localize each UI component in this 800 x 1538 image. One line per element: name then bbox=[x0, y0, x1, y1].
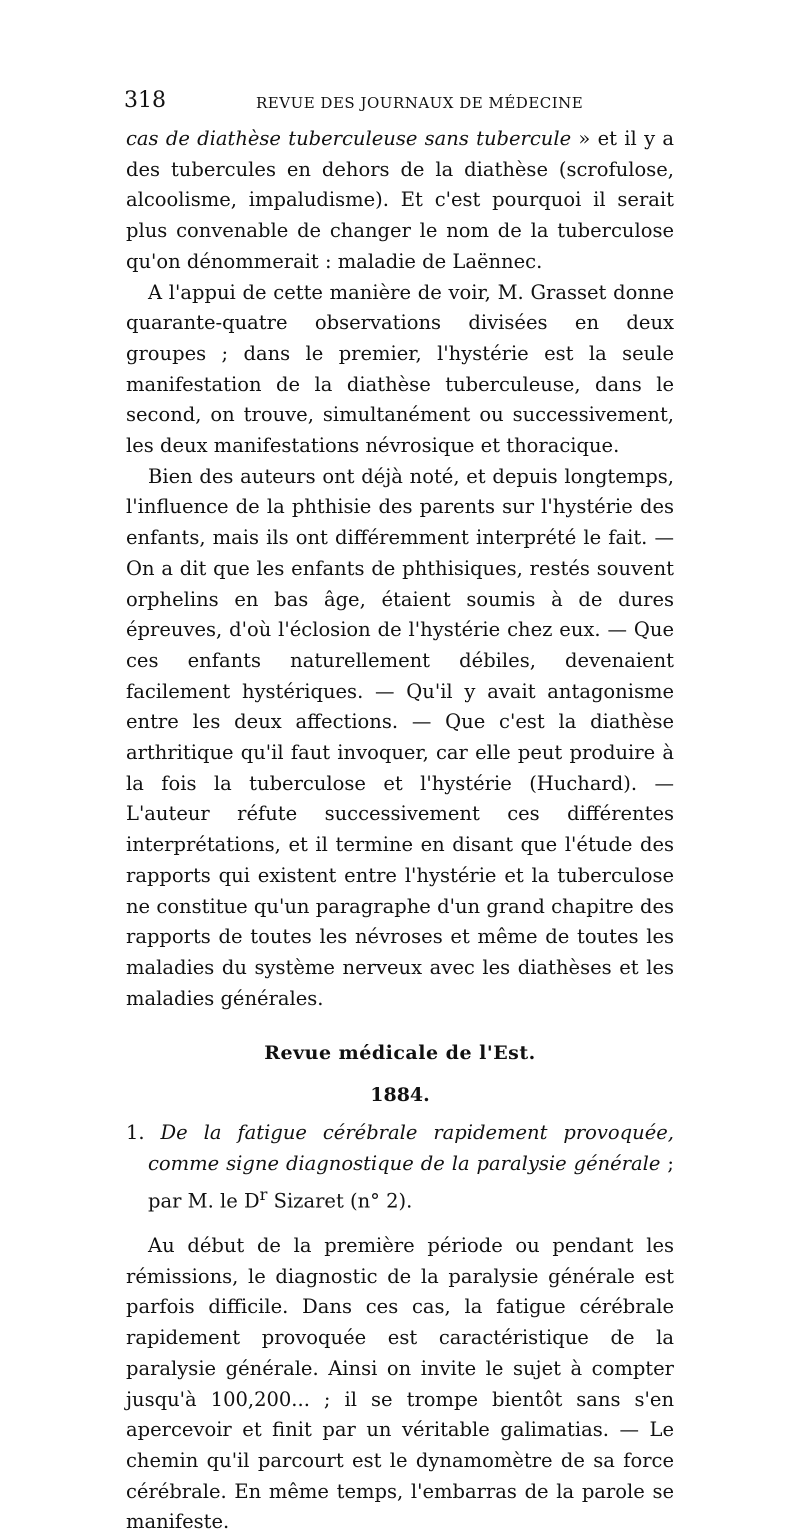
item-title: De la fatigue cérébrale rapidement provoquée, comme signe diagnostique de la paralysie générale bbox=[148, 1121, 674, 1176]
item-author-name: Sizaret (n° 2). bbox=[267, 1189, 413, 1213]
section-title: Revue médicale de l'Est. bbox=[264, 1042, 536, 1065]
article-item-1 bbox=[126, 1118, 674, 1217]
article-body bbox=[126, 124, 674, 1538]
paragraph-authors: Bien des auteurs ont déjà noté, et depuis longtemps, l'influence de la phthisie des parents sur l'hystérie des enfants, mais ils ont différemment interprété le fait. — On a dit que les enfants de phthisiques, restés souvent orphelins en bas âge, étaient soumis à de dures épreuves, d'où l'éclosion de l'hystérie chez eux. — Que ces enfants naturellement débiles, devenaient facilement hystériques. — Qu'il y avait antagonisme entre les deux affections. — Que c'est la diathèse arthritique qu'il faut invoquer, car elle peut produire à la fois la tuberculose et l'hystérie (Huchard). — L'auteur réfute successivement ces différentes interprétations, et il termine en disant que l'étude des rapports qui existent entre l'hystérie et la tuberculose ne constitue qu'un paragraphe d'un grand chapitre des rapports de toutes les névroses et même de toutes les maladies du système nerveux avec les diathèses et les maladies générales. bbox=[126, 464, 674, 1010]
item-author-sup: r bbox=[259, 1184, 268, 1204]
item-author-prefix: ; par M. le D bbox=[148, 1152, 674, 1213]
item-number: 1. bbox=[126, 1121, 145, 1145]
page-number: 318 bbox=[124, 88, 166, 113]
paragraph-grasset: A l'appui de cette manière de voir, M. Grasset donne quarante-quatre observations divisées en deux groupes ; dans le premier, l'hystérie est la seule manifestation de la diathèse tuberculeuse, dans le second, on trouve, simultanément ou successivement, les deux manifestations névrosique et thoracique. bbox=[126, 280, 674, 458]
running-head bbox=[124, 88, 684, 120]
section-year: 1884. bbox=[370, 1084, 430, 1107]
paragraph-diagnosis: Au début de la première période ou pendant les rémissions, le diagnostic de la paralysie générale est parfois difficile. Dans ces cas, la fatigue cérébrale rapidement provoquée est caractéristique de la paralysie générale. Ainsi on invite le sujet à compter jusqu'à 100,200... ; il se trompe bientôt sans s'en apercevoir et finit par un véritable galimatias. — Le chemin qu'il parcourt est le dynamomètre de sa force cérébrale. En même temps, l'embarras de la parole se manifeste. bbox=[126, 1234, 674, 1534]
quoted-phrase: cas de diathèse tuberculeuse sans tubercule bbox=[126, 127, 572, 150]
journal-title: REVUE DES JOURNAUX DE MÉDECINE bbox=[256, 94, 584, 112]
paragraph-continuation-text: » et il y a des tubercules en dehors de la diathèse (scrofulose, alcoolisme, impaludisme). Et c'est pourquoi il serait plus convenable de changer le nom de la tuberculose qu'on dénommerait : maladie de Laënnec. bbox=[126, 127, 674, 273]
paragraph-continuation bbox=[126, 124, 674, 278]
